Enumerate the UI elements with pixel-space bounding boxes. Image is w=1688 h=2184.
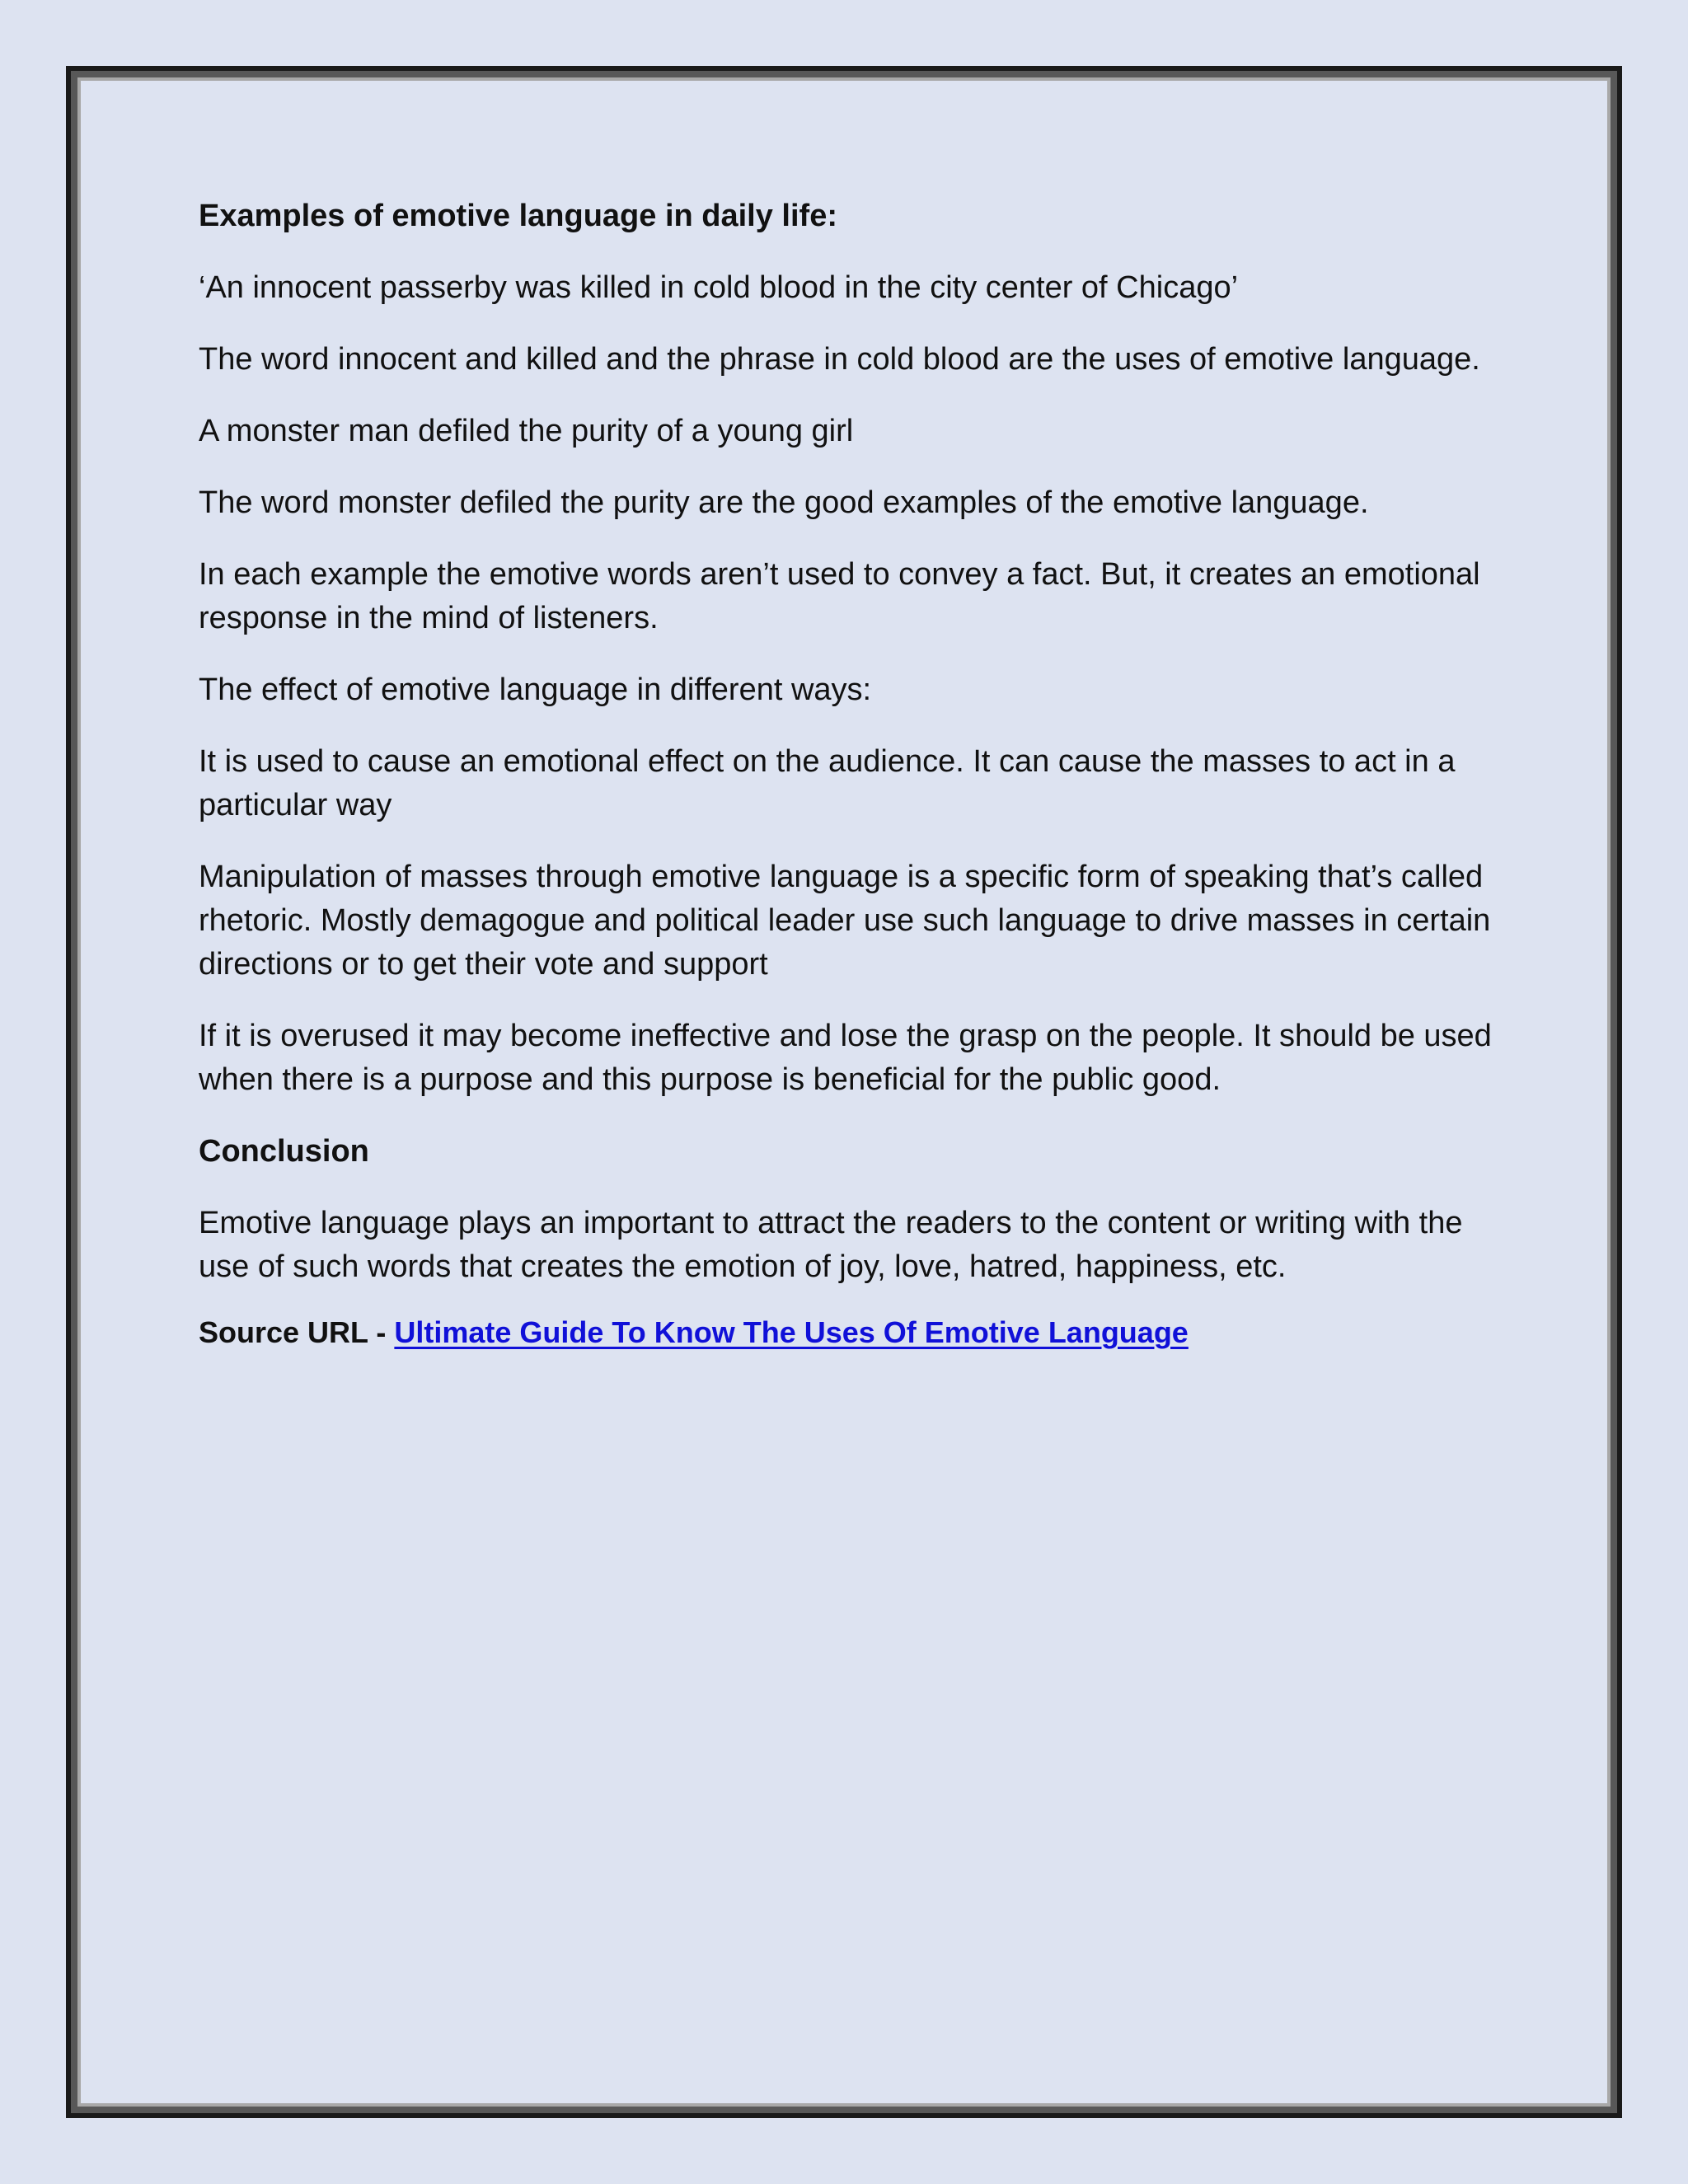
paragraph: If it is overused it may become ineffective and lose the grasp on the people. It should be used when there is a purpose and this purpose is beneficial for the public good. [199, 1019, 1492, 1097]
paragraph: A monster man defiled the purity of a young girl [199, 414, 854, 448]
conclusion-paragraph: Emotive language plays an important to attract the readers to the content or writing with the use of such words that creates the emotion of joy, love, hatred, happiness, etc. [199, 1206, 1463, 1284]
paragraph: Manipulation of masses through emotive language is a specific form of speaking that’s called rhetoric. Mostly demagogue and political leader use such language to drive masses in certain directions or to get their vote and support [199, 860, 1491, 982]
paragraph: The effect of emotive language in different ways: [199, 673, 872, 707]
paragraph: In each example the emotive words aren’t used to convey a fact. But, it creates an emotional response in the mind of listeners. [199, 557, 1480, 635]
source-label: Source URL - [199, 1315, 395, 1349]
paragraph: It is used to cause an emotional effect on the audience. It can cause the masses to act in a particular way [199, 744, 1456, 823]
document-body [199, 194, 1501, 1381]
conclusion-heading: Conclusion [199, 1134, 369, 1169]
paragraph: ‘An innocent passerby was killed in cold blood in the city center of Chicago’ [199, 270, 1239, 305]
paragraph: The word monster defiled the purity are the good examples of the emotive language. [199, 485, 1369, 520]
paragraph: The word innocent and killed and the phrase in cold blood are the uses of emotive language. [199, 342, 1480, 377]
examples-heading: Examples of emotive language in daily life: [199, 199, 837, 233]
source-link[interactable]: Ultimate Guide To Know The Uses Of Emotive Language [394, 1315, 1189, 1349]
source-line [199, 1312, 1501, 1353]
